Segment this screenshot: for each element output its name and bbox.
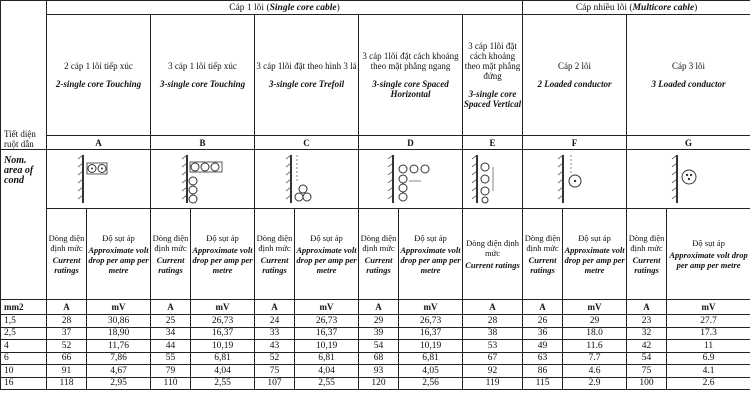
data-cell: 2.9: [563, 377, 627, 390]
unit-current: A: [523, 300, 563, 315]
data-cell: 24: [255, 315, 295, 328]
table-row: [1, 352, 750, 365]
unit-drop: mV: [667, 300, 750, 315]
data-cell: 54: [627, 352, 667, 365]
data-cell: 26,73: [399, 315, 463, 328]
data-cell: 43: [255, 340, 295, 353]
unit-drop: mV: [191, 300, 255, 315]
data-cell: 23: [627, 315, 667, 328]
data-cell: 42: [627, 340, 667, 353]
col-b-current-header: Dòng điện định mức Current ratings: [151, 209, 191, 300]
data-cell: 34: [151, 327, 191, 340]
data-cell: 11.6: [563, 340, 627, 353]
data-cell: 6,81: [399, 352, 463, 365]
data-cell: 2,55: [191, 377, 255, 390]
col-f-current-header: Dòng điện định mức Current ratings: [523, 209, 563, 300]
data-cell: 32: [627, 327, 667, 340]
data-cell: 120: [359, 377, 399, 390]
trefoil-cables-icon: [255, 150, 359, 209]
unit-drop: mV: [295, 300, 359, 315]
area-cell: 2,5: [1, 327, 47, 340]
unit-drop: mV: [87, 300, 151, 315]
data-cell: 16,37: [191, 327, 255, 340]
data-cell: 68: [359, 352, 399, 365]
data-cell: 4.6: [563, 365, 627, 378]
area-cell: 6: [1, 352, 47, 365]
unit-area: mm2: [1, 300, 47, 315]
area-cell: 1,5: [1, 315, 47, 328]
col-a-current-header: Dòng điện định mức Current ratings: [47, 209, 87, 300]
col-f-drop-header: Độ sụt áp Approximate volt drop per amp per metre: [563, 209, 627, 300]
col-f-letter: F: [523, 136, 627, 150]
unit-current: A: [47, 300, 87, 315]
spaced-vertical-cables-icon: [463, 150, 523, 209]
data-cell: 67: [463, 352, 523, 365]
data-cell: 2,56: [399, 377, 463, 390]
data-cell: 2,55: [295, 377, 359, 390]
data-cell: 92: [463, 365, 523, 378]
unit-drop: mV: [399, 300, 463, 315]
col-b-letter: B: [151, 136, 255, 150]
data-cell: 16,37: [399, 327, 463, 340]
area-header-vn: Tiết diện ruột dẫn: [4, 129, 36, 149]
data-cell: 33: [255, 327, 295, 340]
data-cell: 39: [359, 327, 399, 340]
multi-core-group-header: Cáp nhiều lõi (Multicore cable): [523, 1, 750, 15]
col-a-letter: A: [47, 136, 151, 150]
table-row: [1, 327, 750, 340]
col-d-letter: D: [359, 136, 463, 150]
data-cell: 4,67: [87, 365, 151, 378]
data-cell: 28: [47, 315, 87, 328]
col-g-letter: G: [627, 136, 750, 150]
data-cell: 4.1: [667, 365, 750, 378]
table-row: [1, 365, 750, 378]
data-cell: 25: [151, 315, 191, 328]
data-cell: 26,73: [295, 315, 359, 328]
col-b-drop-header: Độ sụt áp Approximate volt drop per amp per metre: [191, 209, 255, 300]
nom-area-header: Nom. area of cond: [1, 150, 47, 300]
data-cell: 2.6: [667, 377, 750, 390]
col-a-description: 2 cáp 1 lõi tiếp xúc 2-single core Touching: [47, 15, 151, 136]
data-cell: 86: [523, 365, 563, 378]
data-cell: 10,19: [191, 340, 255, 353]
data-cell: 4,05: [399, 365, 463, 378]
three-core-cable-icon: [627, 150, 750, 209]
data-cell: 115: [523, 377, 563, 390]
table-row: [1, 315, 750, 328]
data-cell: 119: [463, 377, 523, 390]
three-cables-touching-icon: [151, 150, 255, 209]
two-cables-touching-icon: [47, 150, 151, 209]
data-cell: 18.0: [563, 327, 627, 340]
col-c-description: 3 cáp 1lõi đặt theo hình 3 lá 3-single core Trefoil: [255, 15, 359, 136]
data-cell: 100: [627, 377, 667, 390]
data-cell: 36: [523, 327, 563, 340]
data-cell: 66: [47, 352, 87, 365]
data-cell: 17.3: [667, 327, 750, 340]
col-c-drop-header: Độ sụt áp Approximate volt drop per amp per metre: [295, 209, 359, 300]
data-cell: 79: [151, 365, 191, 378]
single-core-group-header: Cáp 1 lõi (Single core cable): [47, 1, 523, 15]
table-row: [1, 340, 750, 353]
data-cell: 75: [255, 365, 295, 378]
data-cell: 4,04: [295, 365, 359, 378]
data-cell: 107: [255, 377, 295, 390]
data-cell: 63: [523, 352, 563, 365]
data-cell: 11: [667, 340, 750, 353]
area-cell: 4: [1, 340, 47, 353]
col-e-current-header: Dòng điện định mức Current ratings: [463, 209, 523, 300]
col-b-description: 3 cáp 1 lõi tiếp xúc 3-single core Touching: [151, 15, 255, 136]
data-cell: 55: [151, 352, 191, 365]
data-cell: 26,73: [191, 315, 255, 328]
data-cell: 28: [463, 315, 523, 328]
col-a-drop-header: Độ sụt áp Approximate volt drop per amp per metre: [87, 209, 151, 300]
data-cell: 49: [523, 340, 563, 353]
data-cell: 29: [359, 315, 399, 328]
data-cell: 16,37: [295, 327, 359, 340]
col-g-current-header: Dòng điện định mức Current ratings: [627, 209, 667, 300]
data-cell: 18,90: [87, 327, 151, 340]
data-cell: 52: [47, 340, 87, 353]
unit-drop: mV: [563, 300, 627, 315]
data-cell: 27.7: [667, 315, 750, 328]
data-cell: 11,76: [87, 340, 151, 353]
col-d-description: 3 cáp 1lõi đặt cách khoảng theo mặt phẳng ngang 3-single core Spaced Horizontal: [359, 15, 463, 136]
unit-current: A: [359, 300, 399, 315]
col-f-description: Cáp 2 lõi 2 Loaded conductor: [523, 15, 627, 136]
col-d-current-header: Dòng điện định mức Current ratings: [359, 209, 399, 300]
col-g-drop-header: Độ sụt áp Approximate volt drop per amp per metre: [667, 209, 750, 300]
data-cell: 30,86: [87, 315, 151, 328]
data-cell: 52: [255, 352, 295, 365]
unit-current: A: [627, 300, 667, 315]
data-cell: 6,81: [191, 352, 255, 365]
unit-current: A: [463, 300, 523, 315]
data-cell: 6.9: [667, 352, 750, 365]
col-c-letter: C: [255, 136, 359, 150]
data-cell: 110: [151, 377, 191, 390]
area-cell: 10: [1, 365, 47, 378]
data-cell: 37: [47, 327, 87, 340]
data-cell: 2,95: [87, 377, 151, 390]
data-cell: 7,86: [87, 352, 151, 365]
unit-current: A: [255, 300, 295, 315]
data-cell: 53: [463, 340, 523, 353]
data-cell: 6,81: [295, 352, 359, 365]
data-cell: 26: [523, 315, 563, 328]
data-cell: 54: [359, 340, 399, 353]
area-header-cell: [1, 1, 47, 150]
data-cell: 29: [563, 315, 627, 328]
two-core-cable-icon: [523, 150, 627, 209]
table-row: [1, 377, 750, 390]
col-e-description: 3 cáp 1lõi đặt cách khoảng theo mặt phẳng đứng 3-single core Spaced Vertical: [463, 15, 523, 136]
col-c-current-header: Dòng điện định mức Current ratings: [255, 209, 295, 300]
data-cell: 7.7: [563, 352, 627, 365]
data-cell: 118: [47, 377, 87, 390]
data-cell: 38: [463, 327, 523, 340]
unit-current: A: [151, 300, 191, 315]
area-cell: 16: [1, 377, 47, 390]
data-cell: 91: [47, 365, 87, 378]
data-cell: 75: [627, 365, 667, 378]
col-g-description: Cáp 3 lõi 3 Loaded conductor: [627, 15, 750, 136]
data-cell: 4,04: [191, 365, 255, 378]
col-e-letter: E: [463, 136, 523, 150]
data-cell: 44: [151, 340, 191, 353]
data-cell: 10,19: [399, 340, 463, 353]
data-cell: 93: [359, 365, 399, 378]
spaced-horizontal-cables-icon: [359, 150, 463, 209]
col-d-drop-header: Độ sụt áp Approximate volt drop per amp per metre: [399, 209, 463, 300]
data-cell: 10,19: [295, 340, 359, 353]
